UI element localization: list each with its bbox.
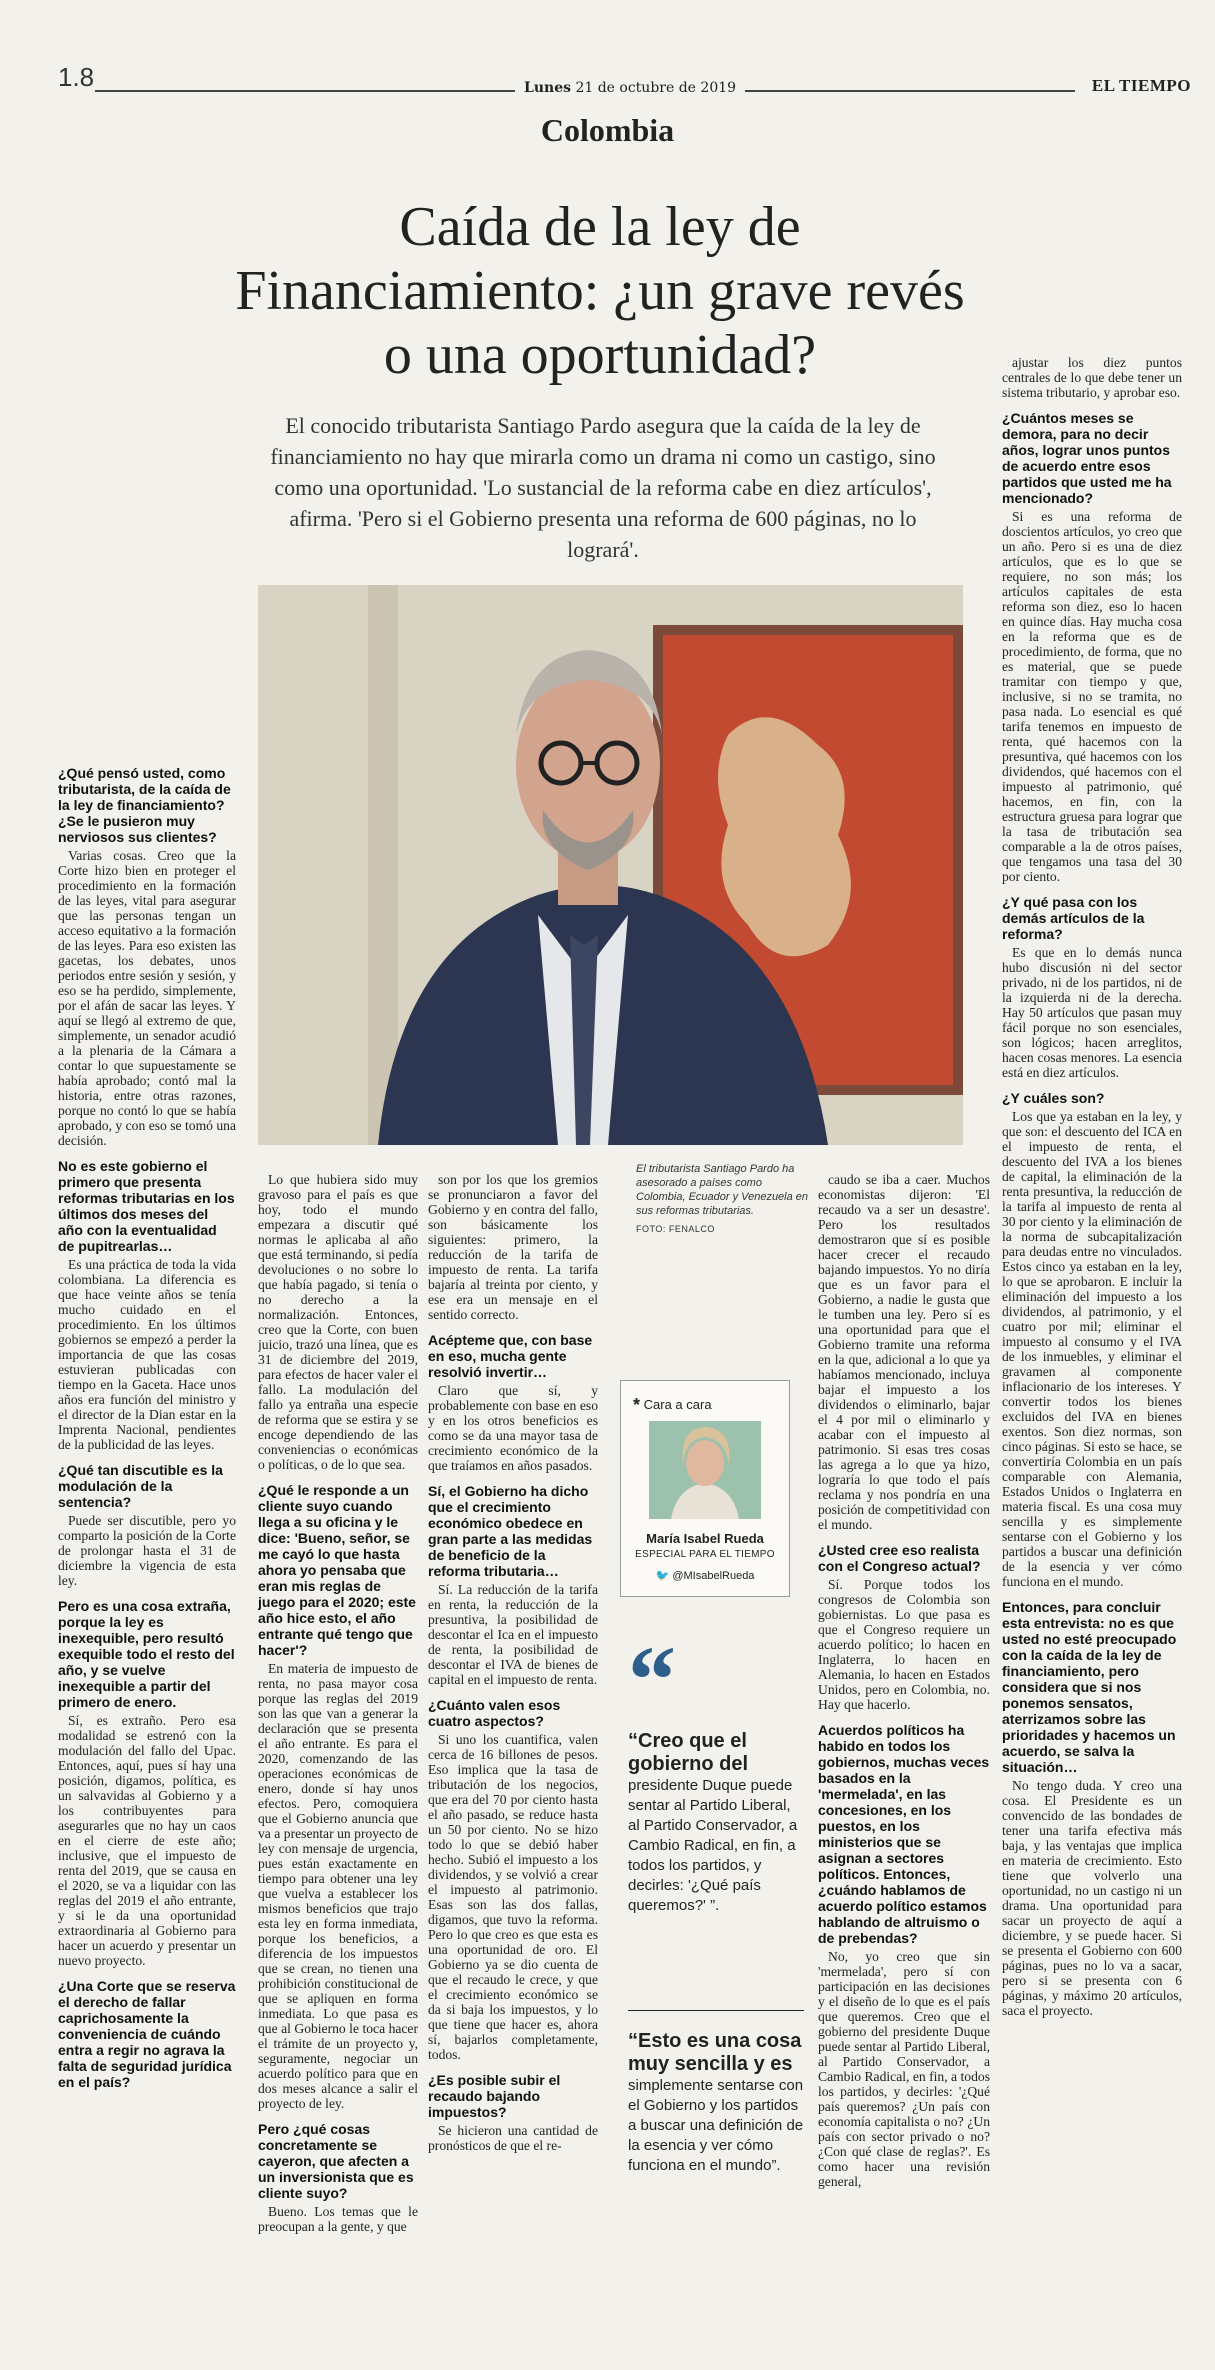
pull-quote-2-bold: “Esto es una cosa muy sencilla y es [628,2030,802,2075]
interview-answer: En materia de impuesto de renta, no pasa mayor cosa porque las reglas del 2019 son las que van a generar la declaración que se presenta el año entrante. Es para el 2020, comenzando de las operaciones económicas de enero, donde sí hay unos efectos. Pero, comoquiera que el Gobierno anuncia que va a presentar un proyecto de ley con mensaje de urgencia, pues están exactamente en tiempo para obtener una ley que vuelva a establecer los mismos beneficios que trajo esta ley en forma inmediata, porque los beneficios, a diferencia de los impuestos que se crean, no tienen una prohibición constitucional de que se apliquen en forma inmediata. Lo que pasa es que al Gobierno le toca hacer el trámite de un proyecto y, seguramente, negociar un acuerdo político para que en dos meses alcance a salir el proyecto de ley. [258,1661,418,2111]
interview-answer: Sí. La reducción de la tarifa en renta, la reducción de la presuntiva, la posibilidad de descontar el Ica en el impuesto de renta, la posibilidad de descontar el IVA de bienes de capital en el impuesto de renta. [428,1582,598,1687]
interview-answer: caudo se iba a caer. Muchos economistas dijeron: 'El recaudo va a ser un desastre'. Pero los resultados demostraron que sí es posible hacer crecer el recaudo bajando impuestos. Yo no diría que es un favor para el Gobierno, a nadie le gusta que le tumben una ley. Pero sí es una oportunidad para que el Gobierno tramite una reforma en la que, adicional a lo que ya habíamos mencionado, incluya bajar el impuesto a los dividendos o eliminarlo, bajar el 4 por mil o eliminarlo y acabar con el impuesto al patrimonio. Si esas tres cosas las agrega a lo que ya hizo, lograría lo que todo el país reclama y nos pondría en una posición de competitividad con el mundo. [818,1172,990,1532]
interview-question: No es este gobierno el primero que presenta reformas tributarias en los últimos dos meses del año con la eventualidad de pupitrearlas… [58,1158,235,1254]
pull-quote-divider [628,2010,804,2011]
interview-answer: Sí. Porque todos los congresos de Colombia son gobiernistas. Lo que pasa es que el Congreso requiere un acuerdo político; lo hacen en Inglaterra, lo hacen en Alemania, lo hacen en Estados Unidos, pero en Colombia, no. Hay que hacerlo. [818,1577,990,1712]
interview-answer: Los que ya estaban en la ley, y que son: el descuento del ICA en el impuesto de renta, el descuento del IVA a los bienes de capital, la eliminación de la renta presuntiva, la reducción de la tarifa al impuesto de renta al 30 por ciento y la eliminación de la norma de subcapitalización para deudas entre no vinculados. Estos cinco ya estaban en la ley, lo que se aprobaron. E incluir la eliminación del impuesto a los dividendos, al patrimonio, y el cuatro por mil; eliminar el impuesto al consumo y el IVA de los inmuebles, y eliminar el gravamen al componente inflacionario de los intereses. Y convertir todos los bienes excluidos del IVA en bienes exentos. Son diez normas, son cinco páginas. Si esto se hace, se convertiría Colombia en un país comparable con Alemania, Estados Unidos o Inglaterra en materia fiscal. Es una cosa muy sencilla y es simplemente sentarse con el Gobierno y los partidos a buscar una definición de la esencia y ver cómo funciona en el mundo. [1002,1109,1182,1589]
interview-answer: Es una práctica de toda la vida colombiana. La diferencia es que hace veinte años se tenía mucho cuidado en el procedimiento. En los últimos gobiernos se empezó a perder la importancia de que las cosas estuvieran publicadas con tiempo en la Gaceta. Hace unos años era función del ministro y el director de la Dian estar en la Imprenta Nacional, pendientes de la publicidad de las leyes. [58,1257,236,1452]
article-column-2 [258,1172,418,2357]
article-column-1 [58,755,236,2355]
quote-mark-icon: “ [628,1626,676,1733]
issue-date [524,80,736,96]
interview-question: ¿Y cuáles son? [1002,1090,1105,1106]
interview-question: ¿Una Corte que se reserva el derecho de fallar caprichosamente la conveniencia de cuándo entra a regir no agrava la falta de seguridad jurídica en el país? [58,1978,236,2090]
pull-quote-2 [628,2030,804,2176]
interview-question: ¿Cuánto valen esos cuatro aspectos? [428,1697,561,1729]
header-rule-left [95,90,515,92]
pull-quote-2-text: simplemente sentarse con el Gobierno y los partidos a buscar una definición de la esencia y ver cómo funciona en el mundo”. [628,2077,804,2174]
interview-question: ¿Qué pensó usted, como tributarista, de la caída de la ley de financiamiento? ¿Se le pusieron muy nerviosos sus clientes? [58,765,231,845]
twitter-handle: @MIsabelRueda [672,1570,755,1582]
interview-question: ¿Usted cree eso realista con el Congreso actual? [818,1542,981,1574]
interview-answer: Se hicieron una cantidad de pronósticos de que el re- [428,2123,598,2153]
pull-quote-1-text: presidente Duque puede sentar al Partido Liberal, al Partido Conservador, a Cambio Radical, en fin, a todos los partidos, y decirles: '¿Qué país queremos?' ”. [628,1777,798,1914]
page-number: 1.8 [58,62,95,92]
photo-caption [636,1162,811,1236]
interview-question: ¿Cuántos meses se demora, para no decir años, lograr unos puntos de acuerdo entre esos partidos que usted me ha mencionado? [1002,410,1172,506]
interview-answer: Si uno los cuantifica, valen cerca de 16 billones de pesos. Eso implica que la tasa de tributación de los negocios, que era del 70 por ciento hasta el año pasado, se reduce hasta un 50 por ciento. No se hizo todo lo que se debió haber hecho. Subió el impuesto a los dividendos, y se volvió a crear el impuesto al patrimonio. Esas son las dos fallas, digamos, que tuvo la reforma. Pero lo que creo es que esta es una oportunidad de oro. El Gobierno ya se dio cuenta de que el recaudo le crece, y que el crecimiento económico se da si baja los impuestos, y lo que tiene que hacer es, ahora sí, bajarlos completamente, todos. [428,1732,598,2062]
issue-day: Lunes [524,80,571,96]
interview-answer: Si es una reforma de doscientos artículos, yo creo que un año. Pero si es una de diez artículos, que es lo que se requiere, no son más; los artículos capitales de esta reforma son diez, eso lo hacen en quince días. Hay mucha cosa en la reforma que es de procedimiento, de forma, que no es material, que se puede tramitar con tiempo y que, inclusive, si no se tramita, no pasa nada. Lo esencial es qué tarifa tenemos en impuesto de renta, qué hacemos con la presuntiva, qué hacemos con los dividendos, qué hacemos con el impuesto al patrimonio, qué hacemos, en fin, con la estructura gruesa para lograr que la tasa de tributación sea comparable a la de otros países, que tengamos una tasa del 30 por ciento. [1002,509,1182,884]
article-photo [258,585,963,1145]
pull-quote-1 [628,1730,804,1916]
pull-quote-1-bold: “Creo que el gobierno del [628,1730,748,1775]
asterisk-icon: * [633,1395,641,1415]
interview-question: Entonces, para concluir esta entrevista: no es que usted no esté preocupado con la caída de la ley de financiamiento, pero considera que si nos ponemos sensatos, aterrizamos sobre las prioridades y hacemos un acuerdo, se salva la situación… [1002,1599,1177,1775]
cara-a-cara-box [620,1380,790,1597]
twitter-icon: 🐦 [655,1570,670,1582]
interview-question: ¿Qué tan discutible es la modulación de la sentencia? [58,1462,223,1510]
interview-answer: son por los que los gremios se pronunciaron a favor del Gobierno y en contra del fallo, son básicamente los siguientes: primero, la reducción de la tarifa de impuesto de renta. La tarifa bajaría al treinta por ciento, y ese era un mensaje en el sentido correcto. [428,1172,598,1322]
interviewer-photo [649,1421,761,1519]
interview-question: Acuerdos políticos ha habido en todos los gobiernos, muchas veces basados en la 'mermelada', en las concesiones, en los puestos, en los ministerios que se asignan a sectores políticos. Entonces, ¿cuándo hablamos de acuerdo político estamos hablando de altruismo o de prebendas? [818,1722,990,1946]
section-title: Colombia [540,112,675,148]
interview-answer: Puede ser discutible, pero yo comparto la posición de la Corte de prolongar hasta el 31 de diciembre la vigencia de esta ley. [58,1513,236,1588]
article-column-3 [428,1172,598,2357]
issue-date-rest: 21 de octubre de 2019 [575,80,737,96]
photo-credit: FOTO: FENALCO [636,1224,715,1234]
interview-question: ¿Qué le responde a un cliente suyo cuando llega a su oficina y le dice: 'Bueno, señor, se me cayó lo que hasta ahora yo pensaba que eran mis reglas de juego para el 2020; este año hice esto, el año entrante qué tengo que hacer'? [258,1482,416,1658]
article-lead: El conocido tributarista Santiago Pardo asegura que la caída de la ley de financiamiento no hay que mirarla como un drama ni como un castigo, sino como una oportunidad. 'Lo sustancial de la reforma cabe en diez artículos', afirma. 'Pero si el Gobierno presenta una reforma de 600 páginas, no lo logrará'. [270,413,936,562]
interview-answer: Es que en lo demás nunca hubo discusión ni del sector privado, ni de los partidos, ni de la izquierda ni de la derecha. Hay 50 artículos que pasan muy fácil porque no son esenciales, son lógicos; hacen arreglitos, hacen cosas menores. La esencia está en diez artículos. [1002,945,1182,1080]
cara-a-cara-text: Cara a cara [643,1396,712,1412]
interview-question: ¿Es posible subir el recaudo bajando impuestos? [428,2072,561,2120]
interview-answer: Sí, es extraño. Pero esa modalidad se estrenó con la modulación del fallo del Upac. Entonces, aquí, pues sí hay una posición, digamos, política, es un salvavidas al Gobierno y a los contribuyentes para asegurarles que no hay un caos en el cierre de este año; inclusive, que el impuesto de renta del 2019, que se causa en el 2020, se va a liquidar con las reglas del 2019 el año entrante, y si le da una oportunidad extraordinaria al Gobierno para hacer un acuerdo y presentar un nuevo proyecto. [58,1713,236,1968]
interview-answer: Claro que sí, y probablemente con base en eso y en los otros beneficios es como se da una mayor tasa de crecimiento económico de la que traíamos en años pasados. [428,1383,598,1473]
interview-question: Pero es una cosa extraña, porque la ley es inexequible, pero resultó exequible todo el resto del año, y se vuelve inexequible a partir del primero de enero. [58,1598,235,1710]
interview-question: Sí, el Gobierno ha dicho que el crecimiento económico obedece en gran parte a las medidas de beneficio de la reforma tributaria… [428,1483,593,1579]
interview-answer: No tengo duda. Y creo una cosa. El Presidente es un convencido de las bondades de tener una tarifa efectiva más baja, y las ventajas que implica en materia de crecimiento. Esto tiene que volverlo una oportunidad, no un castigo ni un drama. Una oportunidad para sacar un proyecto de aquí a diciembre, y se puede hacer. Si se presenta el Gobierno con 600 páginas, pues no lo va a sacar, pero si se presenta con 6 páginas, y máximo 20 artículos, saca el proyecto. [1002,1778,1182,2018]
cara-a-cara-label [633,1395,712,1416]
interview-question: ¿Y qué pasa con los demás artículos de la reforma? [1002,894,1145,942]
interviewer-name: María Isabel Rueda [646,1531,764,1546]
newspaper-brand: EL TIEMPO [1091,76,1191,95]
header-rule-right [745,90,1075,92]
interviewer-role: ESPECIAL PARA EL TIEMPO [635,1549,775,1560]
article-column-4 [818,1172,990,2357]
interview-question: Acépteme que, con base en eso, mucha gente resolvió invertir… [428,1332,593,1380]
interview-question: Pero ¿qué cosas concretamente se cayeron, que afecten a un inversionista que es cliente suyo? [258,2121,414,2201]
interview-answer: Lo que hubiera sido muy gravoso para el país es que hoy, todo el mundo empezara a discutir qué normas le aplicaba al año que está terminando, si pedía devoluciones o no sobre lo que había pagado, si tenía o no derecho a la normalización. Entonces, creo que la Corte, con buen juicio, trazó una línea, que es 31 de diciembre del 2019, para efectos de hacer valer el fallo. La modulación del fallo ya entraña una especie de reforma que se estira y se encoge dependiendo de las conveniencias o económicas o políticas, o de lo que sea. [258,1172,418,1472]
photo-caption-text: El tributarista Santiago Pardo ha asesorado a países como Colombia, Ecuador y Venezuela en sus reformas tributarias. [636,1163,809,1217]
interview-answer: Varias cosas. Creo que la Corte hizo bien en proteger el procedimiento en la formación de las leyes, vital para asegurar que las personas tengan un acceso equitativo a la formación de las leyes. Para eso existen las gacetas, los debates, unos periodos entre sesión y sesión, y eso se ha perdido, simplemente, por el afán de sacar las leyes. Y aquí se llegó al extremo de que, simplemente, un senador acudió a la plenaria de la Cámara a contar lo que supuestamente se había aprobado; contó mal la historia, entre otras razones, porque no contó lo que se había aprobado, y con eso se tomó una decisión. [58,848,236,1148]
portrait-illustration [258,585,963,1145]
interview-answer: Bueno. Los temas que le preocupan a la gente, y que [258,2204,418,2234]
article-column-5 [1002,355,1182,2355]
interview-answer: No, yo creo que sin 'mermelada', pero sí con participación en las decisiones y el diseño de lo que es el país que queremos. Creo que el gobierno del presidente Duque puede sentar al Partido Liberal, al Partido Conservador, a Cambio Radical, en fin, a todos los partidos, y decirles: '¿Qué país queremos? ¿Un país con economía capitalista o no? ¿Un país con sector privado o no? ¿Con qué clase de reglas?'. Es como hacer una revisión general, [818,1949,990,2189]
article-headline: Caída de la ley de Financiamiento: ¿un grave revés o una oportunidad? [235,196,965,386]
interview-answer: ajustar los diez puntos centrales de lo que debe tener un sistema tributario, y aprobar eso. [1002,355,1182,400]
interviewer-twitter [621,1569,789,1582]
